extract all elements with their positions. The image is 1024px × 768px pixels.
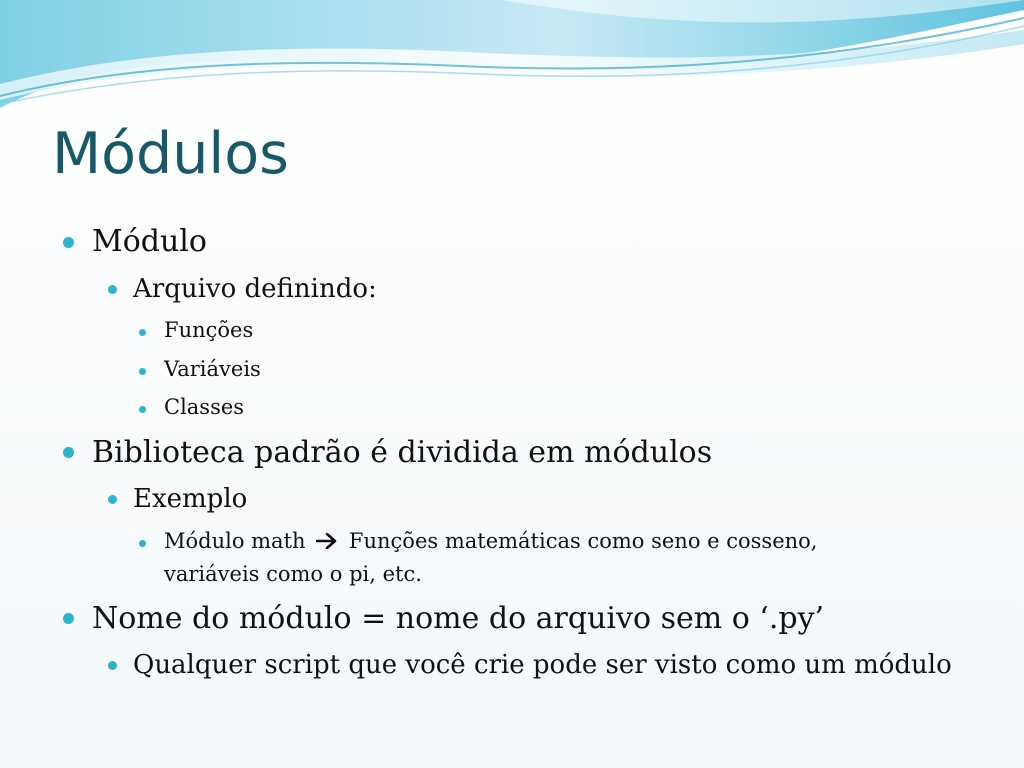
list-item: Variáveis — [164, 357, 261, 381]
bullet-icon — [139, 329, 146, 336]
list-item-text: Módulo math — [164, 529, 306, 553]
bullet-icon — [139, 540, 146, 547]
list-item: Arquivo definindo: — [133, 274, 377, 304]
list-item: Classes — [164, 395, 245, 419]
bullet-icon — [63, 237, 74, 248]
right-arrow-icon — [316, 533, 338, 549]
list-item-continuation: variáveis como o pi, etc. — [164, 562, 422, 586]
list-item — [164, 529, 817, 553]
bullet-icon — [108, 285, 117, 294]
bullet-icon — [63, 447, 74, 458]
list-item: Funções — [164, 318, 254, 342]
list-item: Módulo — [92, 224, 207, 259]
bullet-icon — [108, 661, 117, 670]
list-item-text: Funções matemáticas como seno e cosseno, — [348, 529, 818, 553]
list-item: Exemplo — [133, 484, 248, 514]
bullet-icon — [139, 368, 146, 375]
list-item: Qualquer script que você crie pode ser visto como um módulo — [133, 650, 952, 680]
list-item: Nome do módulo = nome do arquivo sem o ‘.py’ — [92, 601, 825, 636]
bullet-icon — [108, 495, 117, 504]
bullet-icon — [63, 613, 74, 624]
list-item: Biblioteca padrão é dividida em módulos — [92, 435, 713, 470]
slide-title: Módulos — [52, 121, 289, 187]
bullet-icon — [139, 406, 146, 413]
